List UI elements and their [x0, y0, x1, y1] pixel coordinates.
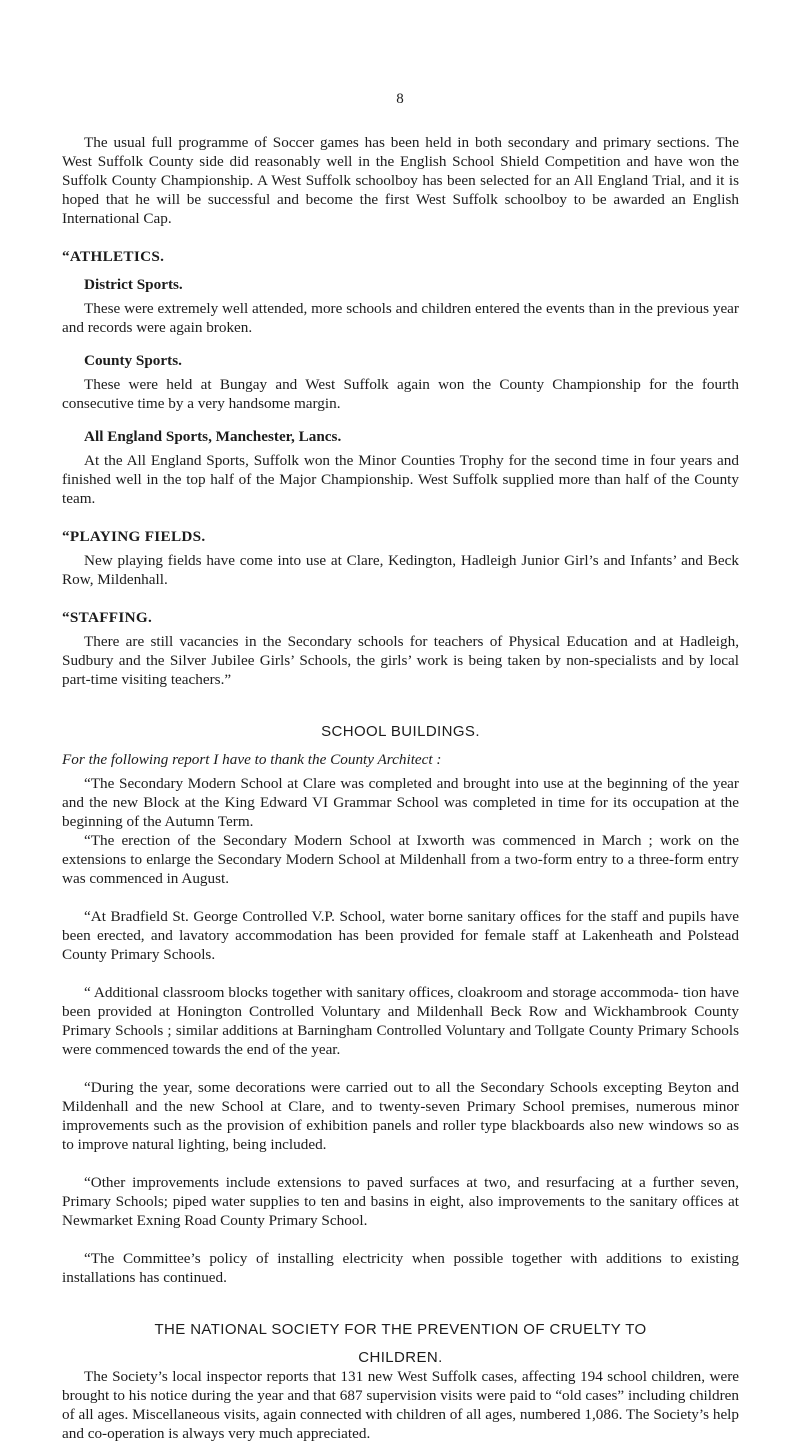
nspcc-title-line-2: CHILDREN.: [358, 1349, 443, 1366]
county-sports-text: These were held at Bungay and West Suffolk again won the County Championship for the fourth consecutive time by a very handsome margin.: [62, 376, 739, 412]
all-england-sports-text: At the All England Sports, Suffolk won the Minor Counties Trophy for the second time in four years and finished well in the top half of the Major Championship. West Suffolk supplied more than half of the County team.: [62, 452, 739, 507]
nspcc-title-line-1: THE NATIONAL SOCIETY FOR THE PREVENTION OF CRUELTY TO: [154, 1321, 647, 1338]
county-sports-heading: County Sports.: [84, 352, 182, 369]
school-buildings-intro: For the following report I have to thank the County Architect :: [62, 751, 442, 768]
buildings-paragraph: “During the year, some decorations were carried out to all the Secondary Schools excepting Beyton and Mildenhall and the new School at Clare, and to twenty-seven Primary School premises, numerous minor improvements such as the provision of exhibition panels and roller type blackboards also new windows so as to improve natural lighting, being included.: [62, 1079, 739, 1153]
school-buildings-title: SCHOOL BUILDINGS.: [321, 723, 480, 740]
staffing-heading: “STAFFING.: [62, 609, 153, 626]
playing-fields-text: New playing fields have come into use at Clare, Kedington, Hadleigh Junior Girl’s and Infants’ and Beck Row, Mildenhall.: [62, 552, 739, 588]
district-sports-text: These were extremely well attended, more schools and children entered the events than in the previous year and records were again broken.: [62, 300, 739, 336]
nspcc-text: The Society’s local inspector reports that 131 new West Suffolk cases, affecting 194 school children, were brought to his notice during the year and that 687 supervision visits were paid to “old cases” including children of all ages. Miscellaneous visits, again connected with children of all ages, numbered 1,086. The Society’s help and co-operation is always very much appreciated.: [62, 1368, 739, 1442]
athletics-heading: “ATHLETICS.: [62, 248, 165, 265]
page-body: [62, 133, 739, 1443]
buildings-paragraph: “ Additional classroom blocks together with sanitary offices, cloakroom and storage accommoda- tion have been provided at Honington Controlled Voluntary and Mildenhall Beck Row and Wickhambrook County Primary Schools ; similar additions at Barningham Controlled Voluntary and Tollgate County Primary Schools were commenced towards the end of the year.: [62, 984, 739, 1058]
buildings-paragraph: “The Committee’s policy of installing electricity when possible together with additions to existing installations has continued.: [62, 1250, 739, 1286]
buildings-paragraph: “At Bradfield St. George Controlled V.P. School, water borne sanitary offices for the staff and pupils have been erected, and lavatory accommodation has been provided for female staff at Lakenheath and Polstead County Primary Schools.: [62, 908, 739, 963]
soccer-paragraph: The usual full programme of Soccer games has been held in both secondary and primary sections. The West Suffolk County side did reasonably well in the English School Shield Competition and have won the Suffolk County Championship. A West Suffolk schoolboy has been selected for an All England Trial, and it is hoped that he will be successful and become the first West Suffolk schoolboy to be awarded an English International Cap.: [62, 134, 739, 227]
playing-fields-heading: “PLAYING FIELDS.: [62, 528, 206, 545]
page-number: 8: [396, 91, 404, 107]
all-england-sports-heading: All England Sports, Manchester, Lancs.: [84, 428, 342, 445]
buildings-paragraph: “The erection of the Secondary Modern School at Ixworth was commenced in March ; work on the extensions to enlarge the Secondary Modern School at Mildenhall from a two-form entry to a three-form entry was commenced in August.: [62, 832, 739, 887]
buildings-paragraph: “The Secondary Modern School at Clare was completed and brought into use at the beginning of the year and the new Block at the King Edward VI Grammar School was completed in time for its occupation at the beginning of the Autumn Term.: [62, 775, 739, 830]
district-sports-heading: District Sports.: [84, 276, 183, 293]
staffing-text: There are still vacancies in the Secondary schools for teachers of Physical Education and at Hadleigh, Sudbury and the Silver Jubilee Girls’ Schools, the girls’ work is being taken by non-specialists and by local part-time visiting teachers.”: [62, 633, 739, 688]
buildings-paragraph: “Other improvements include extensions to paved surfaces at two, and resurfacing at a further seven, Primary Schools; piped water supplies to ten and basins in eight, also improvements to the sanitary offices at Newmarket Exning Road County Primary School.: [62, 1174, 739, 1229]
